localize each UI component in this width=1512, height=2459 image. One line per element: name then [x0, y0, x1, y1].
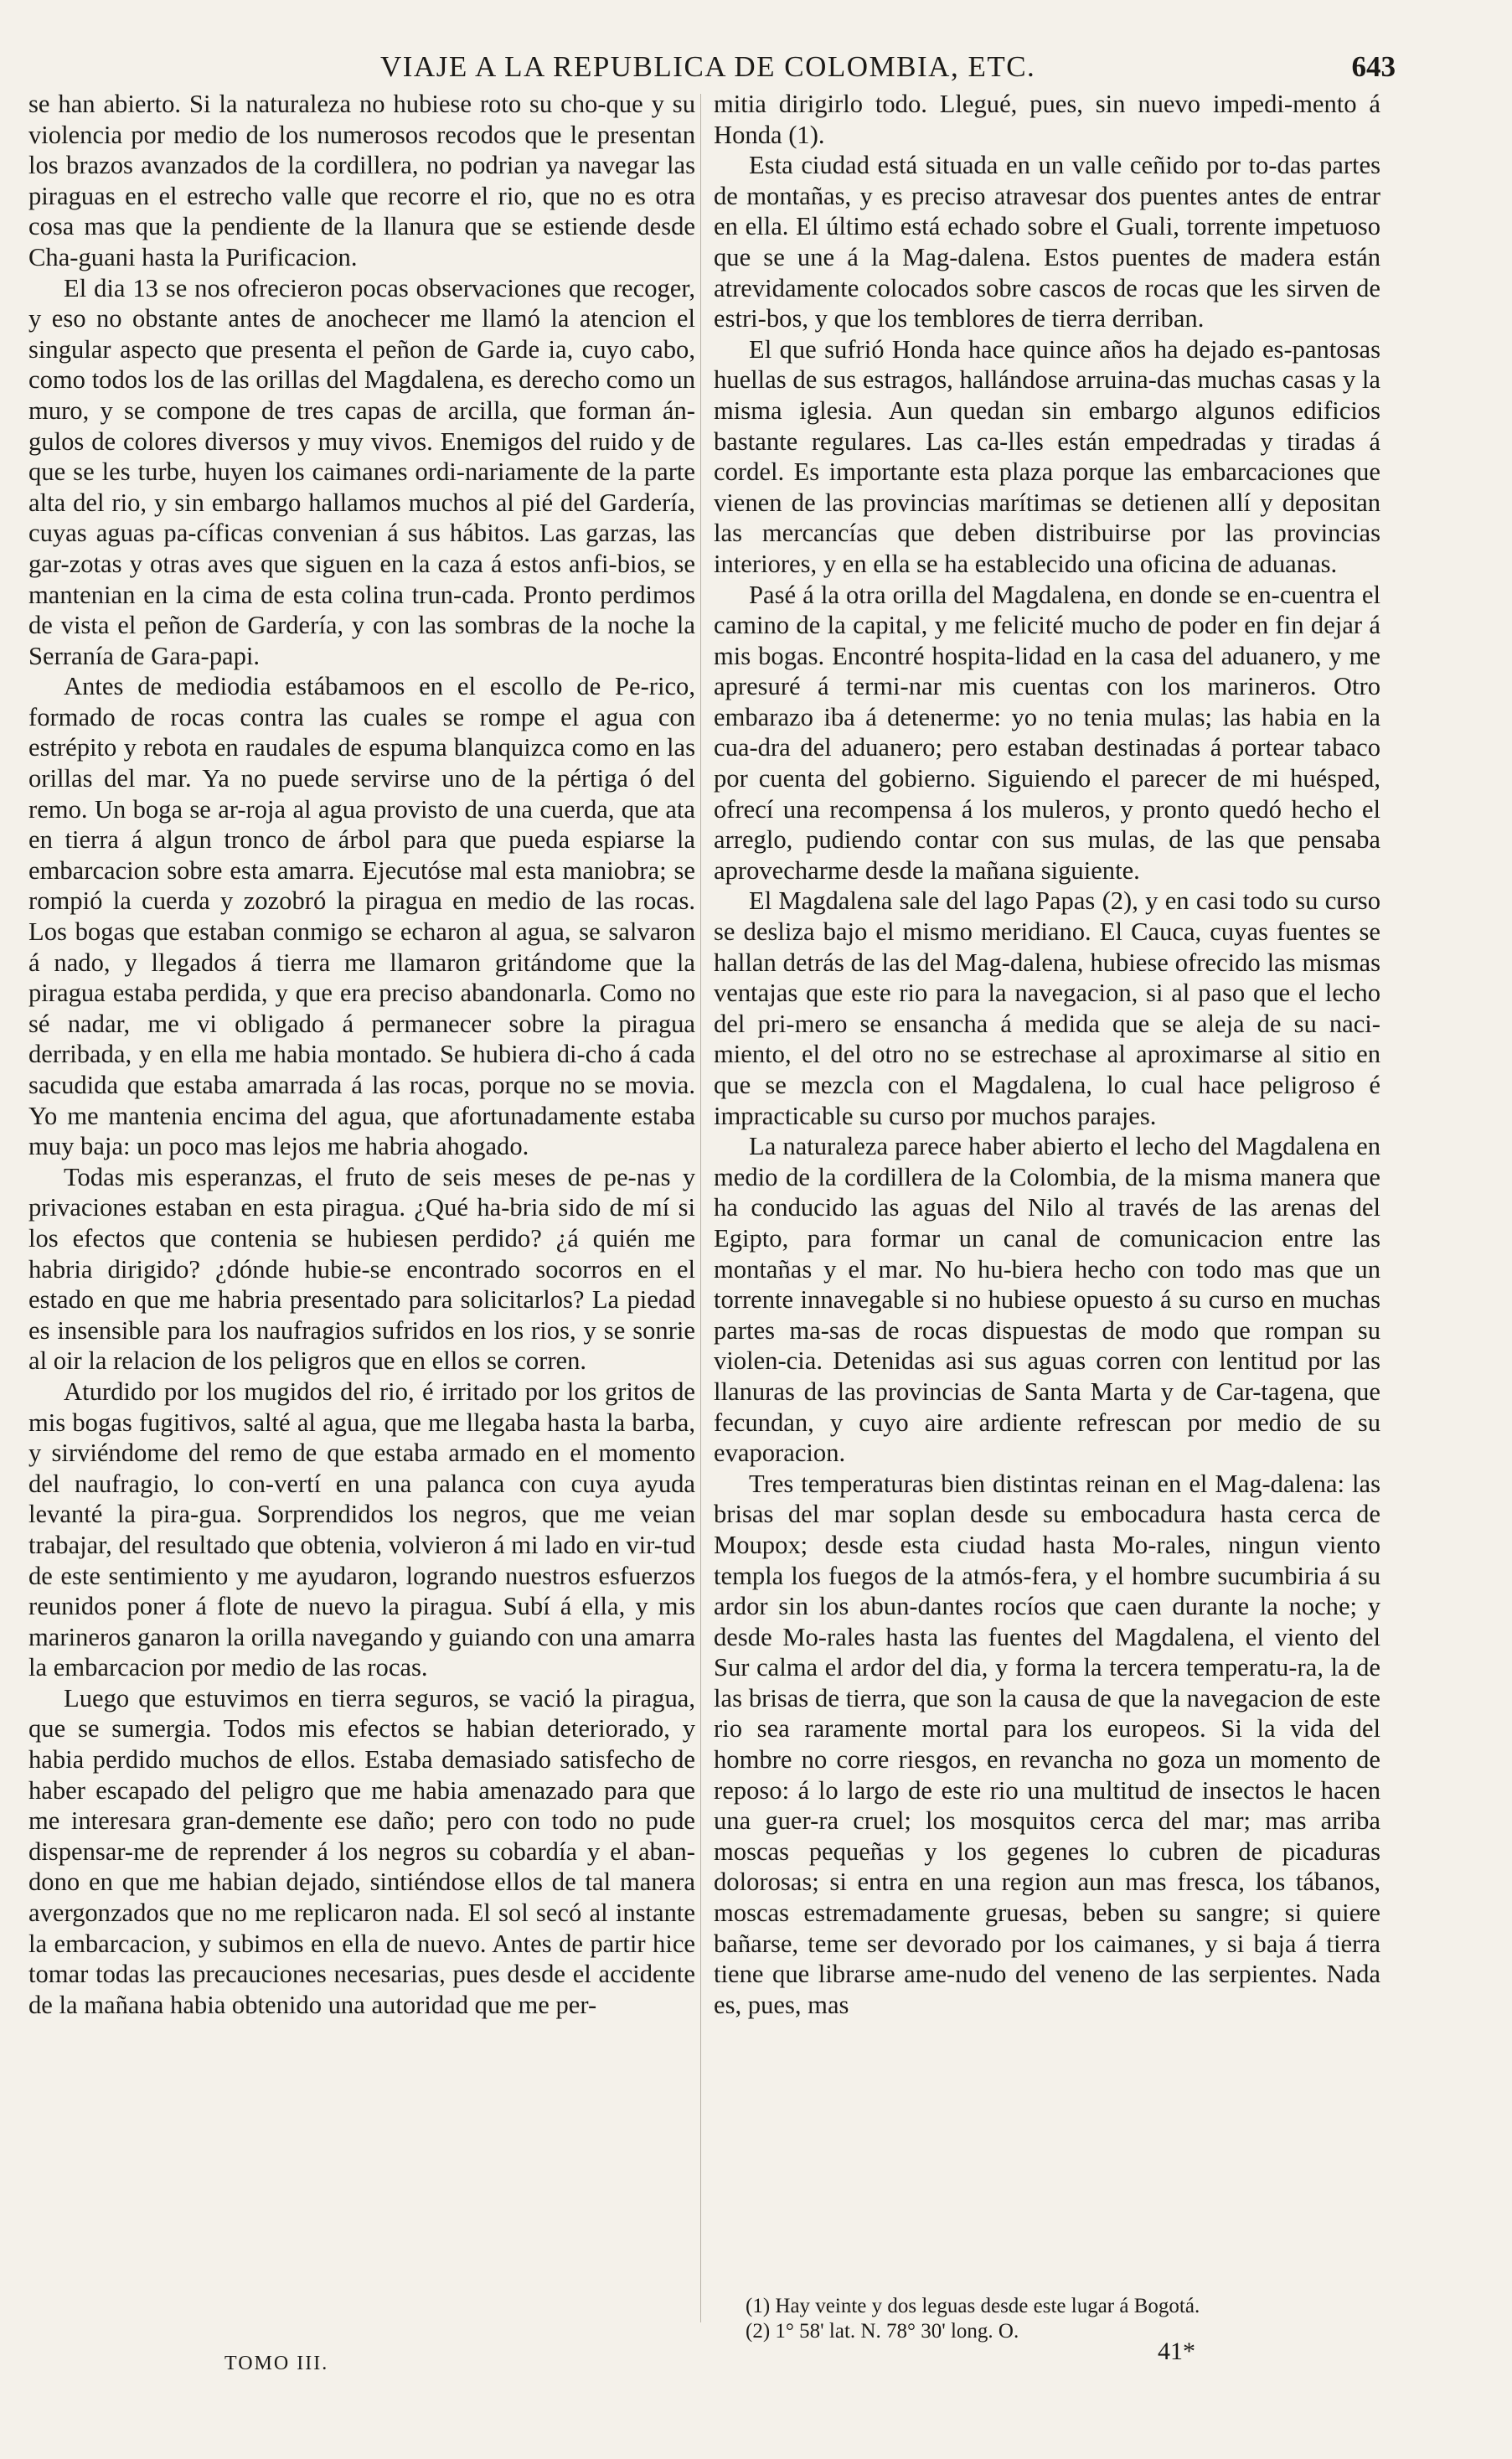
sheet-mark: 41*	[1158, 2338, 1195, 2365]
footnotes	[746, 2294, 1365, 2344]
paragraph: La naturaleza parece haber abierto el lecho del Magdalena en medio de la cordillera de la Colombia, de la misma manera que ha conducido las aguas del Nilo al través de las arenas del Egipto, para formar un canal de comunicacion entre las montañas y el mar. No hu-biera hecho con todo mas que un torrente innavegable si no hubiese opuesto á su curso en muchas partes ma-sas de rocas dispuestas de modo que rompan su violen-cia. Detenidas asi sus aguas corren con lentitud por las llanuras de las provincias de Santa Marta y de Car-tagena, que fecundan, y cuyo aire ardiente refrescan por medio de su evaporacion.	[714, 1132, 1380, 1468]
page-number: 643	[1351, 50, 1396, 83]
running-title: VIAJE A LA REPUBLICA DE COLOMBIA, ETC.	[380, 50, 1036, 83]
paragraph: Aturdido por los mugidos del rio, é irritado por los gritos de mis bogas fugitivos, salté al agua, que me llegaba hasta la barba, y sirviéndome del remo de que estaba armado en el momento del naufragio, lo con-vertí en una palanca con cuya ayuda levanté la pira-gua. Sorprendidos los negros, que me veian trabajar, del resultado que obtenia, volvieron á mi lado en vir-tud de este sentimiento y me ayudaron, logrando nuestros esfuerzos reunidos poner á flote de nuevo la piragua. Subí á ella, y mis marineros ganaron la orilla navegando y guiando con una amarra la embarcacion por medio de las rocas.	[28, 1377, 695, 1682]
paragraph: Pasé á la otra orilla del Magdalena, en donde se en-cuentra el camino de la capital, y me felicité mucho de poder en fin dejar á mis bogas. Encontré hospita-lidad en la casa del aduanero, y me apresuré á termi-nar mis cuentas con los marineros. Otro embarazo iba á detenerme: yo no tenia mulas; las habia en la cua-dra del aduanero; pero estaban destinadas á portear tabaco por cuenta del gobierno. Siguiendo el parecer de mi huésped, ofrecí una recompensa á los muleros, y pronto quedó hecho el arreglo, pudiendo contar con sus mulas, de las que pensaba aprovecharme desde la mañana siguiente.	[714, 580, 1380, 885]
volume-signature: TOMO III.	[224, 2353, 329, 2374]
paragraph: Tres temperaturas bien distintas reinan en el Mag-dalena: las brisas del mar soplan desde su embocadura hasta cerca de Moupox; desde esta ciudad hasta Mo-rales, ningun viento templa los fuegos de la atmós-fera, y el hombre sucumbiria á su ardor sin los abun-dantes rocíos que caen durante la noche; y desde Mo-rales hasta las fuentes del Magdalena, el viento del Sur calma el ardor del dia, y forma la tercera temperatu-ra, la de las brisas de tierra, que son la causa de que la navegacion de este rio sea raramente mortal para los europeos. Si la vida del hombre no corre riesgos, en revancha no goza un momento de reposo: á lo largo de este rio una multitud de insectos le hacen una guer-ra cruel; los mosquitos cerca del mar; mas arriba moscas pequeñas y los gegenes lo cubren de picaduras dolorosas; si entra en una region aun mas fresca, los tábanos, moscas estremadamente gruesas, beben su sangre; si quiere bañarse, teme ser devorado por los caimanes, y si baja á tierra tiene que librarse ame-nudo del veneno de las serpientes. Nada es, pues, mas	[714, 1469, 1380, 2019]
paragraph: El dia 13 se nos ofrecieron pocas observaciones que recoger, y eso no obstante antes de anochecer me llamó la atencion el singular aspecto que presenta el peñon de Garde ia, cuyo cabo, como todos los de las orillas del Magdalena, es derecho como un muro, y se compone de tres capas de arcilla, que forman án-gulos de colores diversos y muy vivos. Enemigos del ruido y de que se les turbe, huyen los caimanes ordi-nariamente de la parte alta del rio, y sin embargo hallamos muchos al pié del Gardería, cuyas aguas pa-cíficas convenian á sus hábitos. Las garzas, las gar-zotas y otras aves que siguen en la caza á estos anfi-bios, se mantenian en la cima de esta colina trun-cada. Pronto perdimos de vista el peñon de Gardería, y con las sombras de la noche la Serranía de Gara-papi.	[28, 273, 695, 670]
left-column	[28, 89, 695, 2020]
paragraph: mitia dirigirlo todo. Llegué, pues, sin nuevo impedi-mento á Honda (1).	[714, 90, 1380, 149]
column-divider	[700, 94, 701, 2322]
paragraph: Todas mis esperanzas, el fruto de seis meses de pe-nas y privaciones estaban en esta piragua. ¿Qué ha-bria sido de mí si los efectos que contenia se hubiesen perdido? ¿á quién me habria dirigido? ¿dónde hubie-se encontrado socorros en el estado en que me habria presentado para solicitarlos? La piedad es insensible para los naufragios sufridos en los rios, y se sonrie al oir la relacion de los peligros que en ellos se corren.	[28, 1162, 695, 1376]
paragraph: Esta ciudad está situada en un valle ceñido por to-das partes de montañas, y es preciso atravesar dos puentes antes de entrar en ella. El último está echado sobre el Guali, torrente impetuoso que se une á la Mag-dalena. Estos puentes de madera están atrevidamente colocados sobre cascos de rocas que les sirven de estri-bos, y que los temblores de tierra derriban.	[714, 151, 1380, 333]
paragraph: El que sufrió Honda hace quince años ha dejado es-pantosas huellas de sus estragos, hallándose arruina-das muchas casas y la misma iglesia. Aun quedan sin embargo algunos edificios bastante regulares. Las ca-lles están empedradas y tiradas á cordel. Es importante esta plaza porque las embarcaciones que vienen de las provincias marítimas se detienen allí y depositan las mercancías que deben distribuirse por las provincias interiores, y en ella se ha establecido una oficina de aduanas.	[714, 334, 1380, 578]
footnote: (1) Hay veinte y dos leguas desde este lugar á Bogotá.	[746, 2295, 1200, 2317]
paragraph: Luego que estuvimos en tierra seguros, se vació la piragua, que se sumergia. Todos mis efectos se habian deteriorado, y habia perdido muchos de ellos. Estaba demasiado satisfecho de haber escapado del peligro que me habia amenazado para que me interesara gran-demente ese daño; pero con todo no pude dispensar-me de reprender á los negros su cobardía y el aban-dono en que me habian dejado, sintiéndose ellos de tal manera avergonzados que no me replicaron nada. El sol secó al instante la embarcacion, y subimos en ella de nuevo. Antes de partir hice tomar todas las precauciones necesarias, pues desde el accidente de la mañana habia obtenido una autoridad que me per-	[28, 1683, 695, 2019]
footnote: (2) 1° 58' lat. N. 78° 30' long. O.	[746, 2320, 1019, 2343]
paragraph: Antes de mediodia estábamoos en el escollo de Pe-rico, formado de rocas contra las cuales se rompe el agua con estrépito y rebota en raudales de espuma blanquizca como en las orillas del mar. Ya no puede servirse uno de la pértiga ó del remo. Un boga se ar-roja al agua provisto de una cuerda, que ata en tierra á algun tronco de árbol para que pueda espiarse la embarcacion sobre esta amarra. Ejecutóse mal esta maniobra; se rompió la cuerda y zozobró la piragua en medio de las rocas. Los bogas que estaban conmigo se echaron al agua, se salvaron á nado, y llegados á tierra me llamaron gritándome que la piragua estaba perdida, y que era preciso abandonarla. Como no sé nadar, me vi obligado á permanecer sobre la piragua derribada, y en ella me habia montado. Se hubiera di-cho á cada sacudida que estaba amarrada á las rocas, porque no se movia. Yo me mantenia encima del agua, que afortunadamente estaba muy baja: un poco mas lejos me habria ahogado.	[28, 672, 695, 1161]
paragraph: se han abierto. Si la naturaleza no hubiese roto su cho-que y su violencia por medio de los numerosos recodos que le presentan los brazos avanzados de la cordillera, no podrian ya navegar las piraguas en el estrecho valle que recorre el rio, que no es otra cosa mas que la pendiente de la llanura que se estiende desde Cha-guani hasta la Purificacion.	[28, 90, 695, 271]
running-header	[30, 50, 1396, 87]
paragraph: El Magdalena sale del lago Papas (2), y en casi todo su curso se desliza bajo el mismo meridiano. El Cauca, cuyas fuentes se hallan detrás de las del Mag-dalena, hubiese ofrecido las mismas ventajas que este rio para la navegacion, si al paso que el lecho del pri-mero se ensancha á medida que se aleja de su naci-miento, el del otro no se estrechase al aproximarse al sitio en que se mezcla con el Magdalena, lo cual hace peligroso é impracticable su curso por muchos parajes.	[714, 886, 1380, 1130]
right-column	[714, 89, 1380, 2020]
